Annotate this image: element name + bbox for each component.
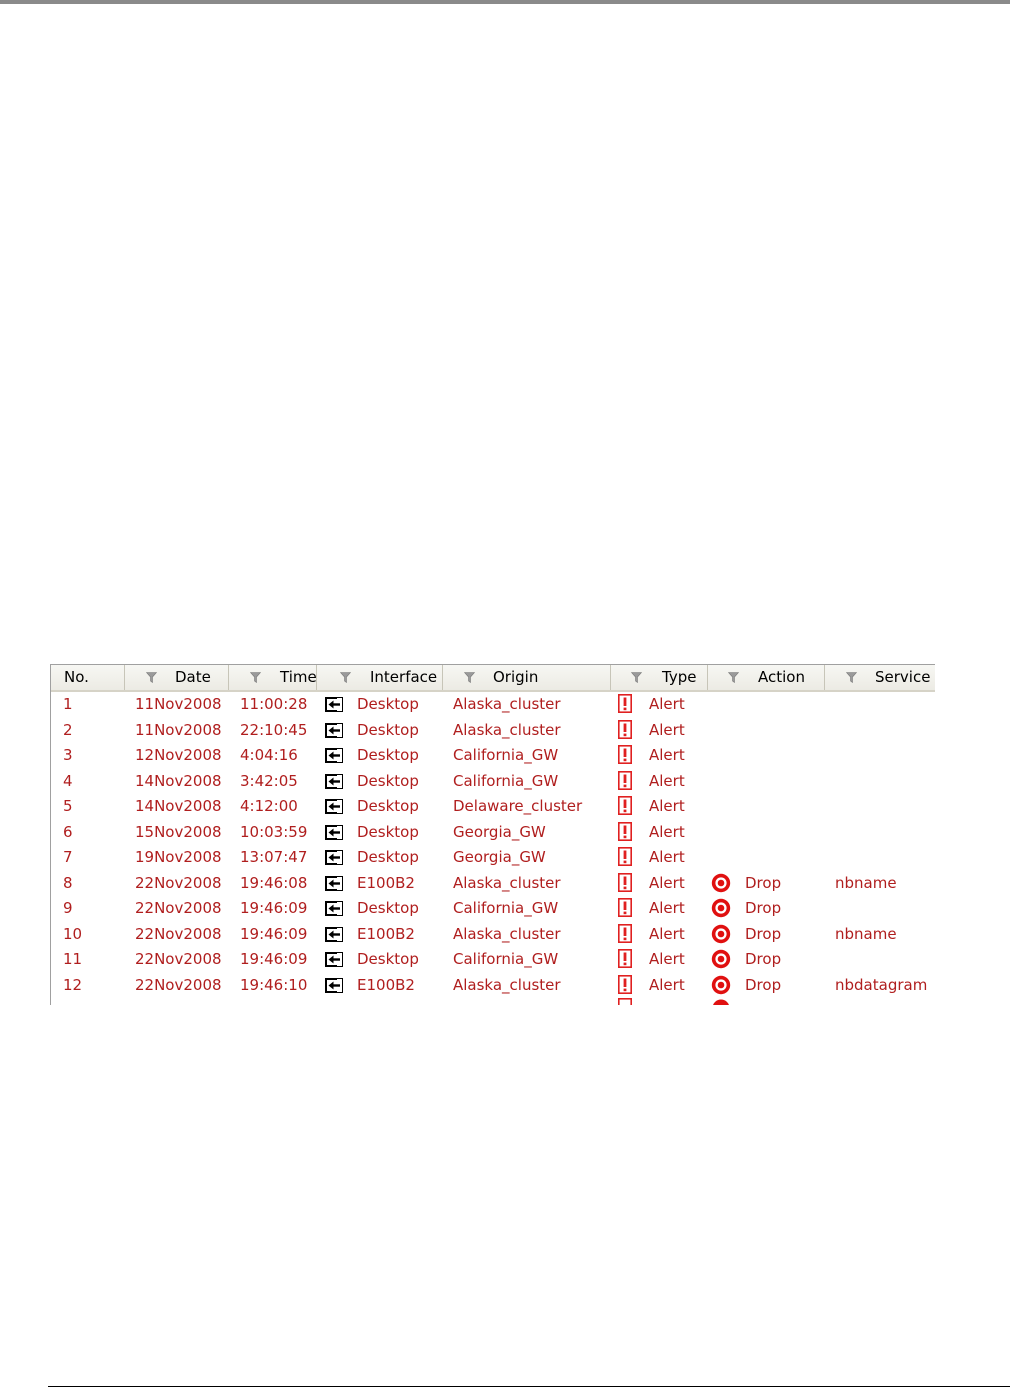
interface-inbound-icon [325,952,343,967]
table-row[interactable] [51,794,935,820]
cell-type: Alert [649,873,685,892]
cell-type: Alert [649,950,685,968]
interface-inbound-icon [325,825,343,840]
column-header-interface[interactable] [317,665,443,690]
interface-inbound-icon [325,723,343,738]
cell-origin: Alaska_cluster [453,720,561,739]
column-header-type[interactable] [611,665,708,690]
cell-action: Drop [745,924,782,943]
cell-origin: Georgia_GW [453,848,546,866]
alert-exclamation-icon [618,745,632,764]
interface-inbound-icon [325,927,343,942]
cell-no: 1 [63,695,73,713]
column-header-service[interactable] [825,665,935,690]
table-row[interactable] [51,820,935,846]
cell-type: Alert [649,746,685,764]
column-label: Origin [493,668,539,686]
cell-interface: Desktop [357,797,419,815]
column-label: Interface [370,668,438,686]
cell-no: 6 [63,822,73,841]
cell-action: Drop [745,950,782,968]
cell-origin: Georgia_GW [453,822,546,841]
interface-inbound-icon [325,799,343,814]
interface-inbound-icon [325,876,343,891]
cell-time: 13:07:47 [240,848,308,866]
table-row[interactable] [51,769,935,795]
cell-date: 11Nov2008 [135,695,222,713]
alert-exclamation-icon [618,847,632,866]
cell-no: 9 [63,899,73,917]
cell-interface: Desktop [357,822,419,841]
column-header-action[interactable] [708,665,825,690]
cell-date: 22Nov2008 [135,975,222,994]
cell-origin: Alaska_cluster [453,873,561,892]
alert-exclamation-icon [618,898,632,917]
cell-time: 19:46:10 [240,975,308,994]
cell-time: 19:46:09 [240,924,308,943]
table-row[interactable] [51,743,935,769]
cell-date: 22Nov2008 [135,924,222,943]
table-row[interactable] [51,922,935,948]
funnel-filter-icon[interactable] [250,672,261,683]
drop-target-icon [711,975,731,995]
log-table[interactable] [50,664,935,1005]
column-label: No. [64,668,89,686]
cell-date: 14Nov2008 [135,771,222,790]
alert-exclamation-icon [618,873,632,892]
cell-time: 19:46:08 [240,873,308,892]
cell-action: Drop [745,975,782,994]
drop-target-icon [711,873,731,893]
cell-origin: Alaska_cluster [453,924,561,943]
alert-exclamation-icon [618,720,632,739]
cell-date: 12Nov2008 [135,746,222,764]
bottom-rule [48,1386,1010,1387]
cell-time: 19:46:09 [240,950,308,968]
cell-action: Drop [745,873,782,892]
table-row[interactable] [51,973,935,999]
cell-origin: California_GW [453,746,559,764]
cell-no: 4 [63,771,73,790]
funnel-filter-icon[interactable] [464,672,475,683]
cell-interface: Desktop [357,695,419,713]
cell-time: 3:42:05 [240,771,298,790]
cell-origin: California_GW [453,899,559,917]
cell-no: 11 [63,950,83,968]
alert-exclamation-icon [618,822,632,841]
cell-origin: California_GW [453,771,559,790]
cell-time: 10:03:59 [240,822,308,841]
cell-origin: Delaware_cluster [453,797,583,815]
interface-inbound-icon [325,774,343,789]
cell-service: nbdatagram [835,975,928,994]
drop-target-icon [711,998,731,1005]
cell-type: Alert [649,975,685,994]
cell-no: 3 [63,746,73,764]
funnel-filter-icon[interactable] [631,672,642,683]
funnel-filter-icon[interactable] [846,672,857,683]
cell-service: nbname [835,873,897,892]
table-row[interactable] [51,871,935,897]
interface-inbound-icon [325,697,343,712]
cell-no: 10 [63,924,83,943]
column-header-time[interactable] [229,665,317,690]
cell-type: Alert [649,771,685,790]
cell-type: Alert [649,822,685,841]
table-row[interactable] [51,947,935,973]
column-label: Time [280,668,317,686]
funnel-filter-icon[interactable] [146,672,157,683]
cell-no: 5 [63,797,73,815]
table-row-partial [51,998,935,1005]
table-row[interactable] [51,692,935,718]
cell-interface: Desktop [357,720,419,739]
cell-type: Alert [649,899,685,917]
column-header-origin[interactable] [443,665,611,690]
cell-action: Drop [745,899,782,917]
cell-time: 19:46:09 [240,899,308,917]
cell-time: 11:00:28 [240,695,308,713]
column-header-no[interactable] [51,665,125,690]
cell-interface: Desktop [357,950,419,968]
alert-exclamation-icon [618,949,632,968]
interface-inbound-icon [325,850,343,865]
cell-date: 11Nov2008 [135,720,222,739]
table-body [51,692,935,998]
column-header-date[interactable] [125,665,229,690]
cell-date: 22Nov2008 [135,873,222,892]
alert-exclamation-icon [618,796,632,815]
cell-type: Alert [649,797,685,815]
alert-exclamation-icon [618,998,632,1005]
cell-type: Alert [649,848,685,866]
column-label: Action [758,668,805,686]
cell-no: 7 [63,848,73,866]
drop-target-icon [711,898,731,918]
column-label: Date [175,668,211,686]
cell-interface: Desktop [357,746,419,764]
interface-inbound-icon [325,978,343,993]
cell-date: 19Nov2008 [135,848,222,866]
table-row[interactable] [51,845,935,871]
cell-time: 4:04:16 [240,746,298,764]
column-label: Type [662,668,697,686]
alert-exclamation-icon [618,694,632,713]
cell-service: nbname [835,924,897,943]
cell-type: Alert [649,695,685,713]
funnel-filter-icon[interactable] [728,672,739,683]
cell-interface: E100B2 [357,873,415,892]
drop-target-icon [711,924,731,944]
alert-exclamation-icon [618,975,632,994]
cell-no: 2 [63,720,73,739]
cell-origin: Alaska_cluster [453,695,561,713]
alert-exclamation-icon [618,771,632,790]
funnel-filter-icon[interactable] [340,672,351,683]
cell-date: 22Nov2008 [135,950,222,968]
table-header [51,665,935,692]
column-label: Service [875,668,931,686]
cell-no: 8 [63,873,73,892]
interface-inbound-icon [325,748,343,763]
cell-origin: Alaska_cluster [453,975,561,994]
cell-interface: Desktop [357,848,419,866]
cell-type: Alert [649,720,685,739]
cell-date: 15Nov2008 [135,822,222,841]
cell-time: 22:10:45 [240,720,308,739]
table-row[interactable] [51,896,935,922]
alert-exclamation-icon [618,924,632,943]
cell-interface: E100B2 [357,975,415,994]
top-rule [0,0,1010,4]
cell-interface: Desktop [357,771,419,790]
cell-time: 4:12:00 [240,797,298,815]
cell-no: 12 [63,975,83,994]
cell-interface: E100B2 [357,924,415,943]
drop-target-icon [711,949,731,969]
table-row[interactable] [51,718,935,744]
cell-date: 22Nov2008 [135,899,222,917]
interface-inbound-icon [325,901,343,916]
cell-origin: California_GW [453,950,559,968]
cell-interface: Desktop [357,899,419,917]
cell-type: Alert [649,924,685,943]
cell-date: 14Nov2008 [135,797,222,815]
